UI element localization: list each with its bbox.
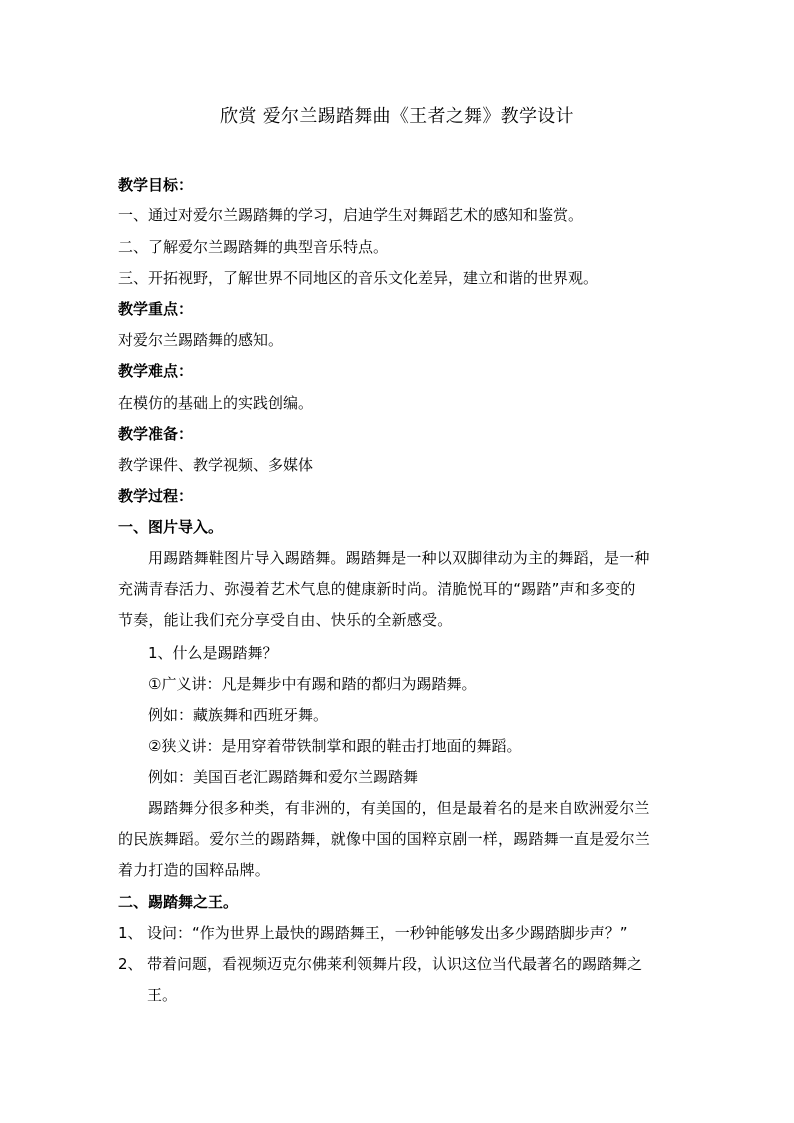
keypoint-text: 对爱尔兰踢踏舞的感知。: [118, 331, 284, 349]
question-item: 1、什么是踢踏舞？: [148, 644, 278, 662]
objective-item: 二、了解爱尔兰踢踏舞的典型音乐特点。: [118, 238, 389, 256]
list-item-number: 2、: [118, 955, 143, 973]
list-item-text: 带着问题，看视频迈克尔佛莱利领舞片段，认识这位当代最著名的踢踏舞之: [147, 955, 643, 973]
definition-broad: ①广义讲：凡是舞步中有踢和踏的都归为踢踏舞。: [148, 675, 477, 693]
list-item-number: 1、: [118, 924, 143, 942]
objective-item: 三、开拓视野，了解世界不同地区的音乐文化差异，建立和谐的世界观。: [118, 269, 599, 287]
objectives-heading: 教学目标：: [118, 176, 194, 194]
list-item-text: 王。: [147, 986, 178, 1004]
objective-item: 一、通过对爱尔兰踢踏舞的学习，启迪学生对舞蹈艺术的感知和鉴赏。: [118, 206, 584, 224]
list-item-text: 设问：“作为世界上最快的踢踏舞王，一秒钟能够发出多少踢踏脚步声？”: [147, 924, 628, 942]
preparation-text: 教学课件、教学视频、多媒体: [118, 456, 314, 474]
paragraph-line: 着力打造的国粹品牌。: [118, 861, 271, 879]
difficulty-heading: 教学难点：: [118, 362, 194, 380]
process-heading: 教学过程：: [118, 487, 194, 505]
paragraph-line: 充满青春活力、弥漫着艺术气息的健康新时尚。清脆悦耳的“踢踏”声和多变的: [118, 580, 636, 598]
paragraph-line: 用踢踏舞鞋图片导入踢踏舞。踢踏舞是一种以双脚律动为主的舞蹈，是一种: [148, 549, 650, 567]
preparation-heading: 教学准备：: [118, 425, 194, 443]
paragraph-line: 节奏，能让我们充分享受自由、快乐的全新感受。: [118, 611, 453, 629]
difficulty-text: 在模仿的基础上的实践创编。: [118, 394, 314, 412]
example-narrow: 例如：美国百老汇踢踏舞和爱尔兰踢踏舞: [148, 768, 419, 786]
definition-narrow: ②狭义讲：是用穿着带铁制掌和跟的鞋击打地面的舞蹈。: [148, 737, 522, 755]
example-broad: 例如：藏族舞和西班牙舞。: [148, 706, 329, 724]
paragraph-line: 踢踏舞分很多种类，有非洲的，有美国的，但是最着名的是来自欧洲爱尔兰: [148, 799, 650, 817]
section-heading: 一、图片导入。: [118, 518, 224, 536]
document-title: 欣赏 爱尔兰踢踏舞曲《王者之舞》教学设计: [220, 106, 574, 127]
paragraph-line: 的民族舞蹈。爱尔兰的踢踏舞，就像中国的国粹京剧一样，踢踏舞一直是爱尔兰: [118, 830, 651, 848]
section-heading: 二、踢踏舞之王。: [118, 893, 239, 911]
keypoint-heading: 教学重点：: [118, 300, 194, 318]
